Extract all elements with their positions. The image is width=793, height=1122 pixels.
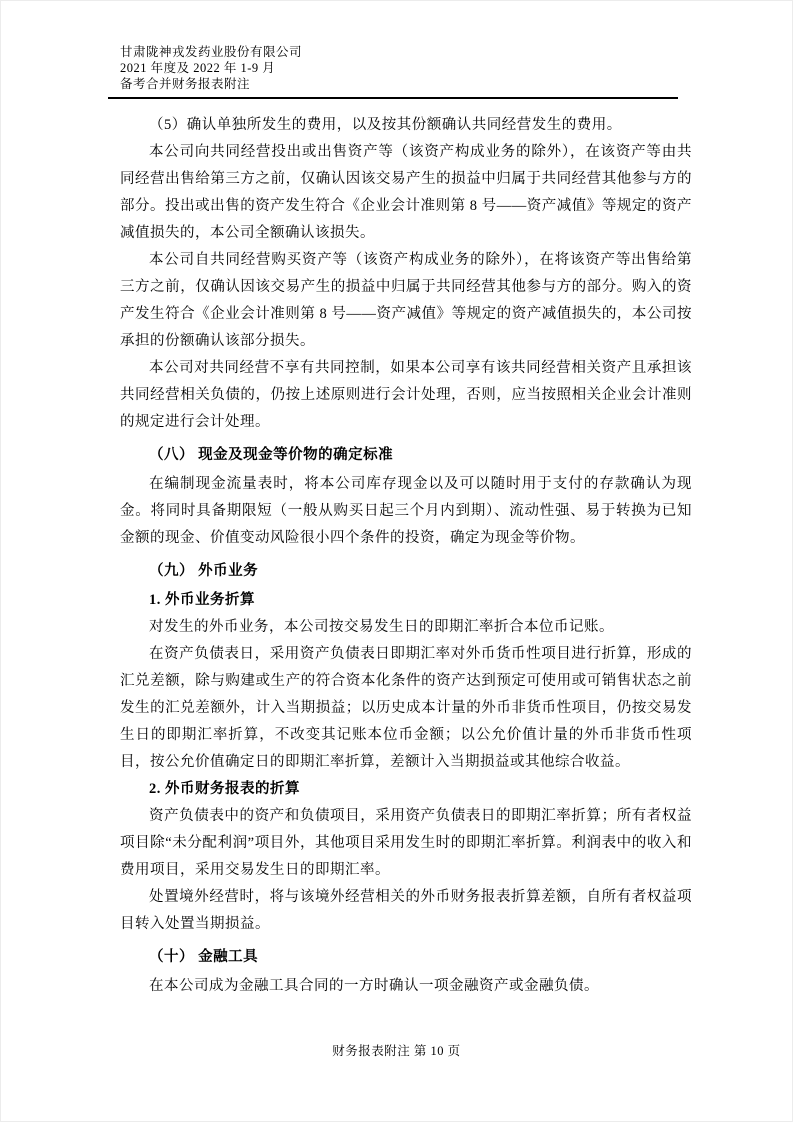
- section-heading: （九） 外币业务: [149, 563, 259, 579]
- paragraph: 对发生的外币业务，本公司按交易发生日的即期汇率折合本位币记账。: [149, 619, 614, 635]
- page-footer: [1, 1041, 792, 1059]
- sub-heading: 1. 外币业务折算: [149, 592, 255, 608]
- section-heading: （十） 金融工具: [149, 949, 259, 965]
- paragraph: 在编制现金流量表时，将本公司库存现金以及可以随时用于支付的存款确认为现金。将同时具备期限短（一般从购买日起三个月内到期）、流动性强、易于转换为已知金额的现金、价值变动风险很小四个条件的投资，确定为现金等价物。: [120, 476, 692, 546]
- sub-heading: 2. 外币财务报表的折算: [149, 781, 300, 797]
- paragraph: （5）确认单独所发生的费用，以及按其份额确认共同经营发生的费用。: [149, 117, 622, 133]
- header-report-period: 2021 年度及 2022 年 1-9 月: [120, 61, 276, 75]
- header-doc-title: 备考合并财务报表附注: [120, 77, 251, 91]
- paragraph: 处置境外经营时，将与该境外经营相关的外币财务报表折算差额，自所有者权益项目转入处置当期损益。: [120, 889, 692, 932]
- paragraph: 本公司对共同经营不享有共同控制，如果本公司享有该共同经营相关资产且承担该共同经营相关负债的，仍按上述原则进行会计处理，否则，应当按照相关企业会计准则的规定进行会计处理。: [120, 360, 692, 430]
- section-heading: （八） 现金及现金等价物的确定标准: [149, 447, 394, 463]
- paragraph: 在本公司成为金融工具合同的一方时确认一项金融资产或金融负债。: [149, 978, 599, 994]
- document-body: [120, 112, 692, 1000]
- header-company-name: 甘肃陇神戎发药业股份有限公司: [120, 45, 303, 59]
- paragraph: 资产负债表中的资产和负债项目，采用资产负债表日的即期汇率折算；所有者权益项目除“未分配利润”项目外，其他项目采用发生时的即期汇率折算。利润表中的收入和费用项目，采用交易发生日的即期汇率。: [120, 808, 692, 878]
- footer-page-label: 财务报表附注 第 10 页: [332, 1044, 461, 1058]
- page-header: [120, 44, 692, 92]
- paragraph: 本公司向共同经营投出或出售资产等（该资产构成业务的除外），在该资产等由共同经营出售给第三方之前，仅确认因该交易产生的损益中归属于共同经营其他参与方的部分。投出或出售的资产发生符合《企业会计准则第 8 号——资产减值》等规定的资产减值损失的，本公司全额确认该损失。: [120, 144, 692, 241]
- header-divider: [108, 97, 678, 99]
- paragraph: 在资产负债表日，采用资产负债表日即期汇率对外币货币性项目进行折算，形成的汇兑差额，除与购建或生产的符合资本化条件的资产达到预定可使用或可销售状态之前发生的汇兑差额外，计入当期损益；以历史成本计量的外币非货币性项目，仍按交易发生日的即期汇率折算，不改变其记账本位币金额；以公允价值计量的外币非货币性项目，按公允价值确定日的即期汇率折算，差额计入当期损益或其他综合收益。: [120, 646, 692, 770]
- paragraph: 本公司自共同经营购买资产等（该资产构成业务的除外），在将该资产等出售给第三方之前，仅确认因该交易产生的损益中归属于共同经营其他参与方的部分。购入的资产发生符合《企业会计准则第 8 号——资产减值》等规定的资产减值损失的，本公司按承担的份额确认该部分损失。: [120, 252, 692, 349]
